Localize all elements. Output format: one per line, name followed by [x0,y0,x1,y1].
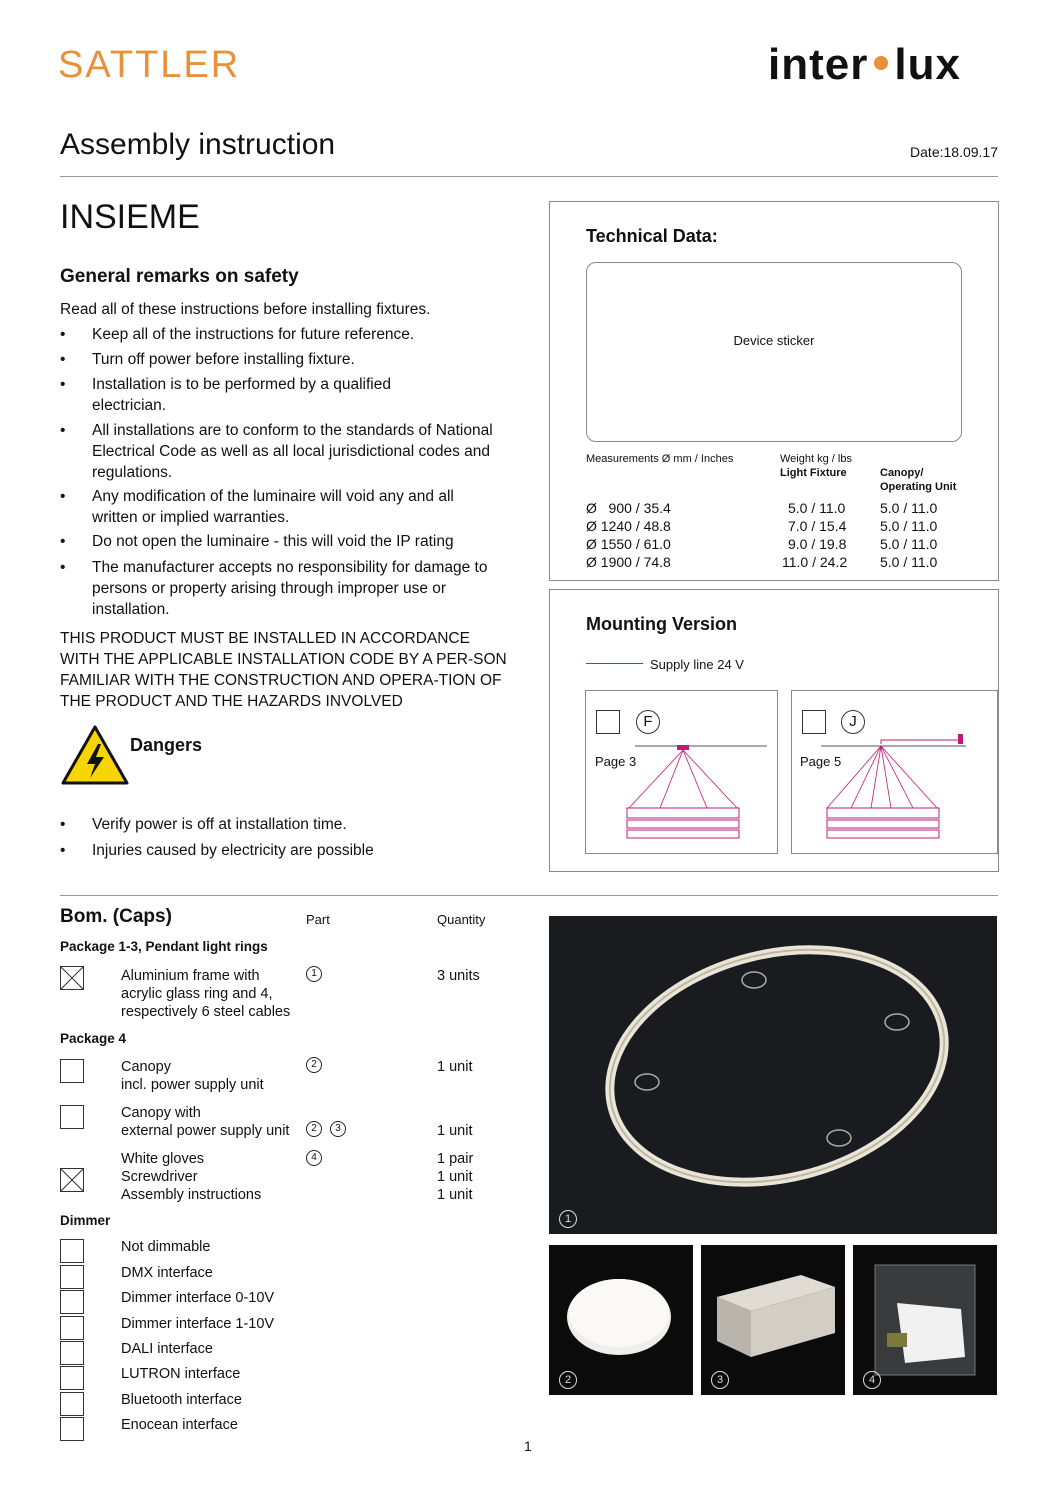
interlux-logo: inter lux [768,40,961,89]
photo-number: 1 [559,1210,577,1228]
bom-quantity: 3 units [437,968,480,984]
safety-intro: Read all of these instructions before installing fixtures. [60,301,431,318]
safety-bullet: • The manufacturer accepts no responsibility for damage to persons or property arising through improper use or installation. [60,559,488,618]
document-date: Date:18.09.17 [910,144,998,160]
bom-quantity: 1 unit [437,1123,473,1139]
canopy-photo [549,1245,693,1395]
weight-header: Weight kg / lbs [780,453,852,465]
dimmer-option: Bluetooth interface [121,1392,242,1408]
canopy-internal-checkbox[interactable] [60,1059,84,1083]
measurement-value: Ø 1550 / 61.0 [586,536,671,552]
canopy-weight-value: 5.0 / 11.0 [880,500,938,516]
supply-line-legend-swatch [586,663,643,664]
danger-bullet: • Injuries caused by electricity are possible [60,842,374,859]
measurement-value: Ø 900 / 35.4 [586,500,671,516]
dimmer-checkbox[interactable] [60,1239,84,1263]
fixture-weight-value: 7.0 / 15.4 [788,518,847,534]
accessories-checkbox-checked[interactable] [60,1168,84,1192]
bom-item-canopy-internal: Canopy incl. power supply unit [121,1059,264,1093]
mounting-option-f-letter: F [636,710,660,734]
part-number-badge: 2 [306,1057,322,1073]
measurement-value: Ø 1900 / 74.8 [586,554,671,570]
document-title: Assembly instruction [60,128,336,161]
mounting-option-j-page: Page 5 [800,754,842,769]
header-divider [60,176,998,177]
pendant-remote-driver-diagram [791,690,996,852]
dimmer-option: LUTRON interface [121,1366,241,1382]
dimmer-option: Enocean interface [121,1417,238,1433]
photo-number: 4 [863,1371,881,1389]
technical-data-heading: Technical Data: [586,226,718,246]
part-number-badge: 4 [306,1150,322,1166]
product-name: INSIEME [60,198,200,236]
dimmer-checkbox[interactable] [60,1341,84,1365]
page-number: 1 [524,1438,532,1454]
power-supply-photo [701,1245,845,1395]
mounting-option-j-letter: J [841,710,865,734]
dangers-heading: Dangers [130,735,203,755]
safety-bullet: • Turn off power before installing fixture. [60,351,355,368]
fixture-weight-value: 5.0 / 11.0 [788,500,846,516]
safety-heading: General remarks on safety [60,266,299,287]
dimmer-heading: Dimmer [60,1213,111,1228]
part-number-badge: 2 [306,1121,322,1137]
bom-item-canopy-external: Canopy with external power supply unit [121,1105,290,1139]
measurements-header: Measurements Ø mm / Inches [586,453,734,465]
part-number-badge: 3 [330,1121,346,1137]
safety-bullet: • All installations are to conform to the standards of National Electrical Code as well as all local jurisdictional codes and regulations. [60,422,493,481]
safety-bullet: • Keep all of the instructions for future reference. [60,326,415,343]
bom-item-accessories: White gloves Screwdriver Assembly instructions [121,1151,262,1203]
electric-hazard-icon [60,724,130,786]
safety-bullet: • Any modification of the luminaire will void any and all written or implied warranties. [60,488,454,526]
dimmer-option: Dimmer interface 0-10V [121,1290,275,1306]
package-1-3-checkbox-checked[interactable] [60,966,84,990]
dimmer-option: Not dimmable [121,1239,211,1255]
dimmer-option: Dimmer interface 1-10V [121,1316,275,1332]
mounting-version-heading: Mounting Version [586,614,737,634]
dimmer-checkbox[interactable] [60,1316,84,1340]
dimmer-option: DMX interface [121,1265,213,1281]
dimmer-checkbox[interactable] [60,1366,84,1390]
light-fixture-header: Light Fixture [780,467,847,479]
supply-line-legend: Supply line 24 V [650,657,744,672]
dimmer-option: DALI interface [121,1341,213,1357]
bom-part-header: Part [306,912,330,927]
photo-number: 3 [711,1371,729,1389]
pendant-ceiling-mount-diagram [585,690,776,852]
section-divider [60,895,998,896]
bom-title: Bom. (Caps) [60,906,172,927]
part-number-badge: 1 [306,966,322,982]
sattler-logo: SATTLER [58,44,241,86]
canopy-weight-value: 5.0 / 11.0 [880,518,938,534]
device-sticker-area [586,262,962,442]
dimmer-checkbox[interactable] [60,1265,84,1289]
fixture-weight-value: 9.0 / 19.8 [788,536,847,552]
device-sticker-label: Device sticker [733,333,815,348]
canopy-weight-value: 5.0 / 11.0 [880,554,938,570]
light-ring-image [549,916,997,1234]
bom-quantity: 1 pair 1 unit 1 unit [437,1151,474,1203]
safety-bullet: • Installation is to be performed by a qualified electrician. [60,376,391,414]
dimmer-checkbox[interactable] [60,1417,84,1441]
bom-quantity: 1 unit [437,1059,473,1075]
bom-item-ring: Aluminium frame with acrylic glass ring and 4, respectively 6 steel cables [121,968,291,1020]
package-4-heading: Package 4 [60,1031,127,1046]
package-1-3-heading: Package 1-3, Pendant light rings [60,939,268,954]
canopy-weight-value: 5.0 / 11.0 [880,536,938,552]
danger-bullet: • Verify power is off at installation time. [60,816,347,833]
accessories-photo [853,1245,997,1395]
safety-notice: THIS PRODUCT MUST BE INSTALLED IN ACCORDANCE WITH THE APPLICABLE INSTALLATION CODE BY A PER-SON FAMILIAR WITH THE CONSTRUCTION AND OPERA-TION OF THE PRODUCT AND THE HAZARDS INVOLVED [60,630,507,710]
canopy-external-checkbox[interactable] [60,1105,84,1129]
dimmer-checkbox[interactable] [60,1290,84,1314]
operating-unit-header: Operating Unit [880,481,957,493]
mounting-option-f-page: Page 3 [595,754,637,769]
dimmer-checkbox[interactable] [60,1392,84,1416]
ring-photo [549,916,997,1234]
photo-number: 2 [559,1371,577,1389]
safety-bullet: • Do not open the luminaire - this will void the IP rating [60,533,454,550]
fixture-weight-value: 11.0 / 24.2 [782,554,848,570]
measurement-value: Ø 1240 / 48.8 [586,518,671,534]
bom-quantity-header: Quantity [437,912,486,927]
canopy-header: Canopy/ [880,467,924,479]
